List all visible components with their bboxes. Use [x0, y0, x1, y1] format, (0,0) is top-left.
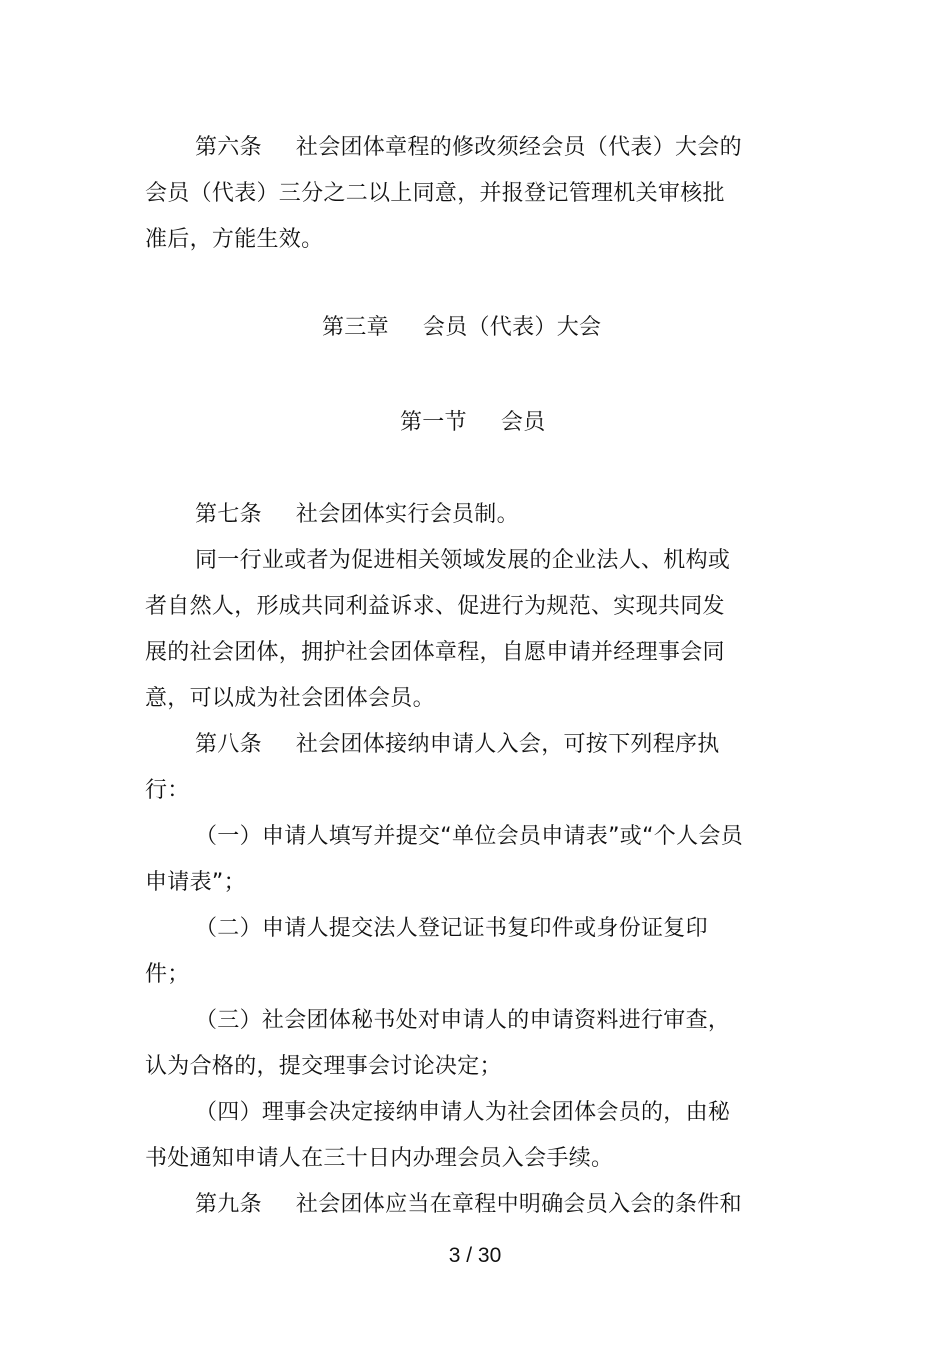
article8-line-2: 行：	[145, 778, 190, 803]
chapter-heading	[322, 313, 601, 343]
article7-first-line	[195, 500, 519, 530]
article7-para-line-1: 同一行业或者为促进相关领域发展的企业法人、机构或	[195, 548, 731, 573]
article7-para-line-3: 展的社会团体，拥护社会团体章程，自愿申请并经理事会同	[145, 640, 725, 665]
section-heading	[400, 408, 546, 438]
chapter-title: 会员（代表）大会	[422, 315, 602, 340]
chapter-label: 第三章	[322, 315, 389, 340]
article8-item-2-line-2: 件；	[145, 962, 190, 987]
article9-first-line	[195, 1190, 742, 1220]
section-label: 第一节	[400, 410, 467, 435]
article8-item-1-line-2: 申请表”；	[145, 870, 246, 895]
article8-item-3-line-2: 认为合格的，提交理事会讨论决定；	[145, 1054, 502, 1079]
article9-label: 第九条	[195, 1192, 262, 1217]
article8-first-line	[195, 730, 720, 760]
page-number: 3 / 30	[448, 1244, 502, 1267]
article7-label: 第七条	[195, 502, 262, 527]
section-title: 会员	[500, 410, 546, 435]
article6-line-3: 准后，方能生效。	[145, 227, 324, 252]
article8-label: 第八条	[195, 732, 262, 757]
article6-line-1: 社会团体章程的修改须经会员（代表）大会的	[295, 135, 742, 160]
article9-text: 社会团体应当在章程中明确会员入会的条件和	[295, 1192, 742, 1217]
article8-item-4-line-1: （四）理事会决定接纳申请人为社会团体会员的，由秘	[195, 1100, 731, 1125]
article8-line-1: 社会团体接纳申请人入会，可按下列程序执	[295, 732, 720, 757]
article7-para-line-2: 者自然人，形成共同利益诉求、促进行为规范、实现共同发	[145, 594, 725, 619]
article8-item-4-line-2: 书处通知申请人在三十日内办理会员入会手续。	[145, 1146, 614, 1171]
article8-item-2-line-1: （二）申请人提交法人登记证书复印件或身份证复印	[195, 916, 708, 941]
article7-text: 社会团体实行会员制。	[295, 502, 519, 527]
article8-item-3-line-1: （三）社会团体秘书处对申请人的申请资料进行审查，	[195, 1008, 731, 1033]
article6-label: 第六条	[195, 135, 262, 160]
article8-item-1-line-1: （一）申请人填写并提交“单位会员申请表”或“个人会员	[195, 824, 743, 849]
article6-first-line	[195, 133, 742, 163]
article7-para-line-4: 意，可以成为社会团体会员。	[145, 686, 435, 711]
article6-line-2: 会员（代表）三分之二以上同意，并报登记管理机关审核批	[145, 181, 725, 206]
